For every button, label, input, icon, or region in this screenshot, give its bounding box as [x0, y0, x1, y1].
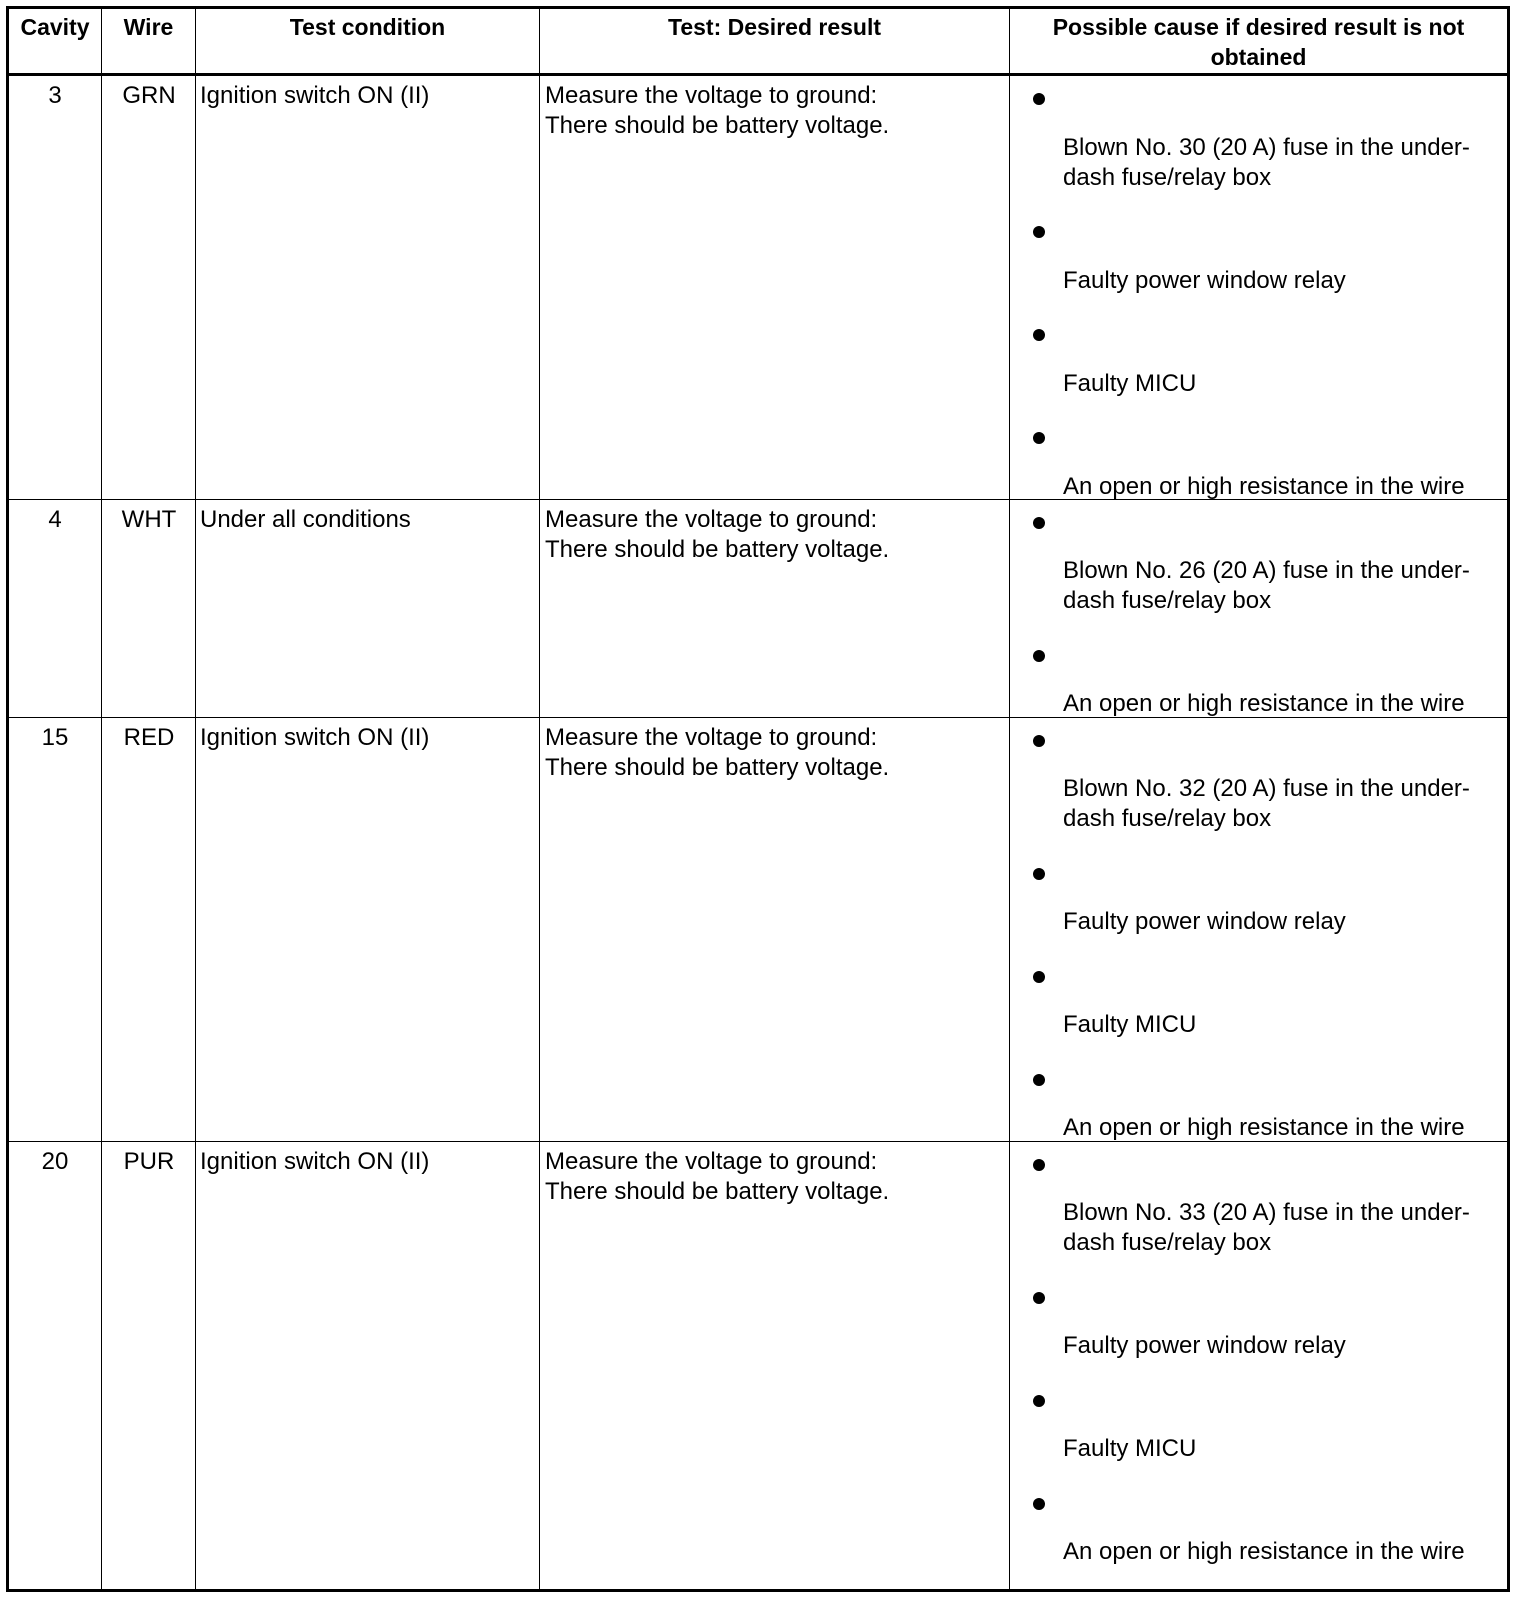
bullet-icon: [1033, 329, 1045, 341]
test-condition: Ignition switch ON (II): [200, 724, 430, 751]
cause-item: Faulty power window relay: [1063, 267, 1346, 294]
cavity-number: 20: [41, 1148, 69, 1175]
connector-test-table: [6, 6, 1510, 1592]
desired-result-line: There should be battery voltage.: [545, 112, 890, 139]
table-row: [9, 1142, 1507, 1589]
desired-result-line: Measure the voltage to ground:: [545, 506, 878, 533]
cause-item: Faulty MICU: [1063, 370, 1197, 397]
bullet-icon: [1033, 868, 1045, 880]
bullet-icon: [1033, 1395, 1045, 1407]
desired-result-line: There should be battery voltage.: [545, 1178, 890, 1205]
wire-color: WHT: [121, 506, 177, 533]
cause-item: An open or high resistance in the wire: [1063, 690, 1465, 717]
header-test-condition: Test condition: [289, 14, 446, 40]
possible-causes: [1011, 76, 1505, 499]
possible-causes: [1011, 500, 1505, 717]
desired-result-line: Measure the voltage to ground:: [545, 724, 878, 751]
cause-item: An open or high resistance in the wire: [1063, 473, 1465, 500]
cause-item: An open or high resistance in the wire: [1063, 1114, 1465, 1141]
bullet-icon: [1033, 1498, 1045, 1510]
desired-result: [545, 505, 1005, 565]
cause-item: Faulty MICU: [1063, 1011, 1197, 1038]
desired-result: [545, 723, 1005, 783]
bullet-icon: [1033, 1159, 1045, 1171]
desired-result-line: There should be battery voltage.: [545, 754, 890, 781]
table-header: [9, 9, 1507, 76]
header-wire: Wire: [123, 14, 174, 40]
test-condition: Under all conditions: [200, 506, 411, 533]
cause-item: Blown No. 33 (20 A) fuse in the under-dash fuse/relay box: [1063, 1199, 1470, 1256]
cause-item: Blown No. 32 (20 A) fuse in the under-dash fuse/relay box: [1063, 775, 1470, 832]
cause-item: Blown No. 30 (20 A) fuse in the under-dash fuse/relay box: [1063, 134, 1470, 191]
bullet-icon: [1033, 93, 1045, 105]
cavity-number: 3: [48, 82, 62, 109]
bullet-icon: [1033, 1292, 1045, 1304]
bullet-icon: [1033, 226, 1045, 238]
cavity-number: 4: [48, 506, 62, 533]
table-row: [9, 76, 1507, 500]
possible-causes: [1011, 718, 1505, 1141]
test-condition: Ignition switch ON (II): [200, 82, 430, 109]
cavity-number: 15: [41, 724, 69, 751]
test-condition: Ignition switch ON (II): [200, 1148, 430, 1175]
table-row: [9, 500, 1507, 718]
header-desired-result: Test: Desired result: [667, 14, 882, 40]
wire-color: GRN: [122, 82, 176, 109]
desired-result-line: Measure the voltage to ground:: [545, 1148, 878, 1175]
desired-result-line: Measure the voltage to ground:: [545, 82, 878, 109]
bullet-icon: [1033, 971, 1045, 983]
wire-color: PUR: [123, 1148, 175, 1175]
desired-result: [545, 1147, 1005, 1207]
bullet-icon: [1033, 432, 1045, 444]
bullet-icon: [1033, 517, 1045, 529]
cause-item: An open or high resistance in the wire: [1063, 1538, 1465, 1565]
desired-result: [545, 81, 1005, 141]
wire-color: RED: [123, 724, 175, 751]
cause-item: Faulty power window relay: [1063, 1332, 1346, 1359]
cause-item: Faulty power window relay: [1063, 908, 1346, 935]
bullet-icon: [1033, 1074, 1045, 1086]
possible-causes: [1011, 1142, 1505, 1589]
cause-item: Faulty MICU: [1063, 1435, 1197, 1462]
bullet-icon: [1033, 650, 1045, 662]
header-possible-cause: Possible cause if desired result is not obtained: [1052, 14, 1465, 70]
cause-item: Blown No. 26 (20 A) fuse in the under-dash fuse/relay box: [1063, 557, 1470, 614]
bullet-icon: [1033, 735, 1045, 747]
desired-result-line: There should be battery voltage.: [545, 536, 890, 563]
header-cavity: Cavity: [20, 14, 90, 40]
table-row: [9, 718, 1507, 1142]
